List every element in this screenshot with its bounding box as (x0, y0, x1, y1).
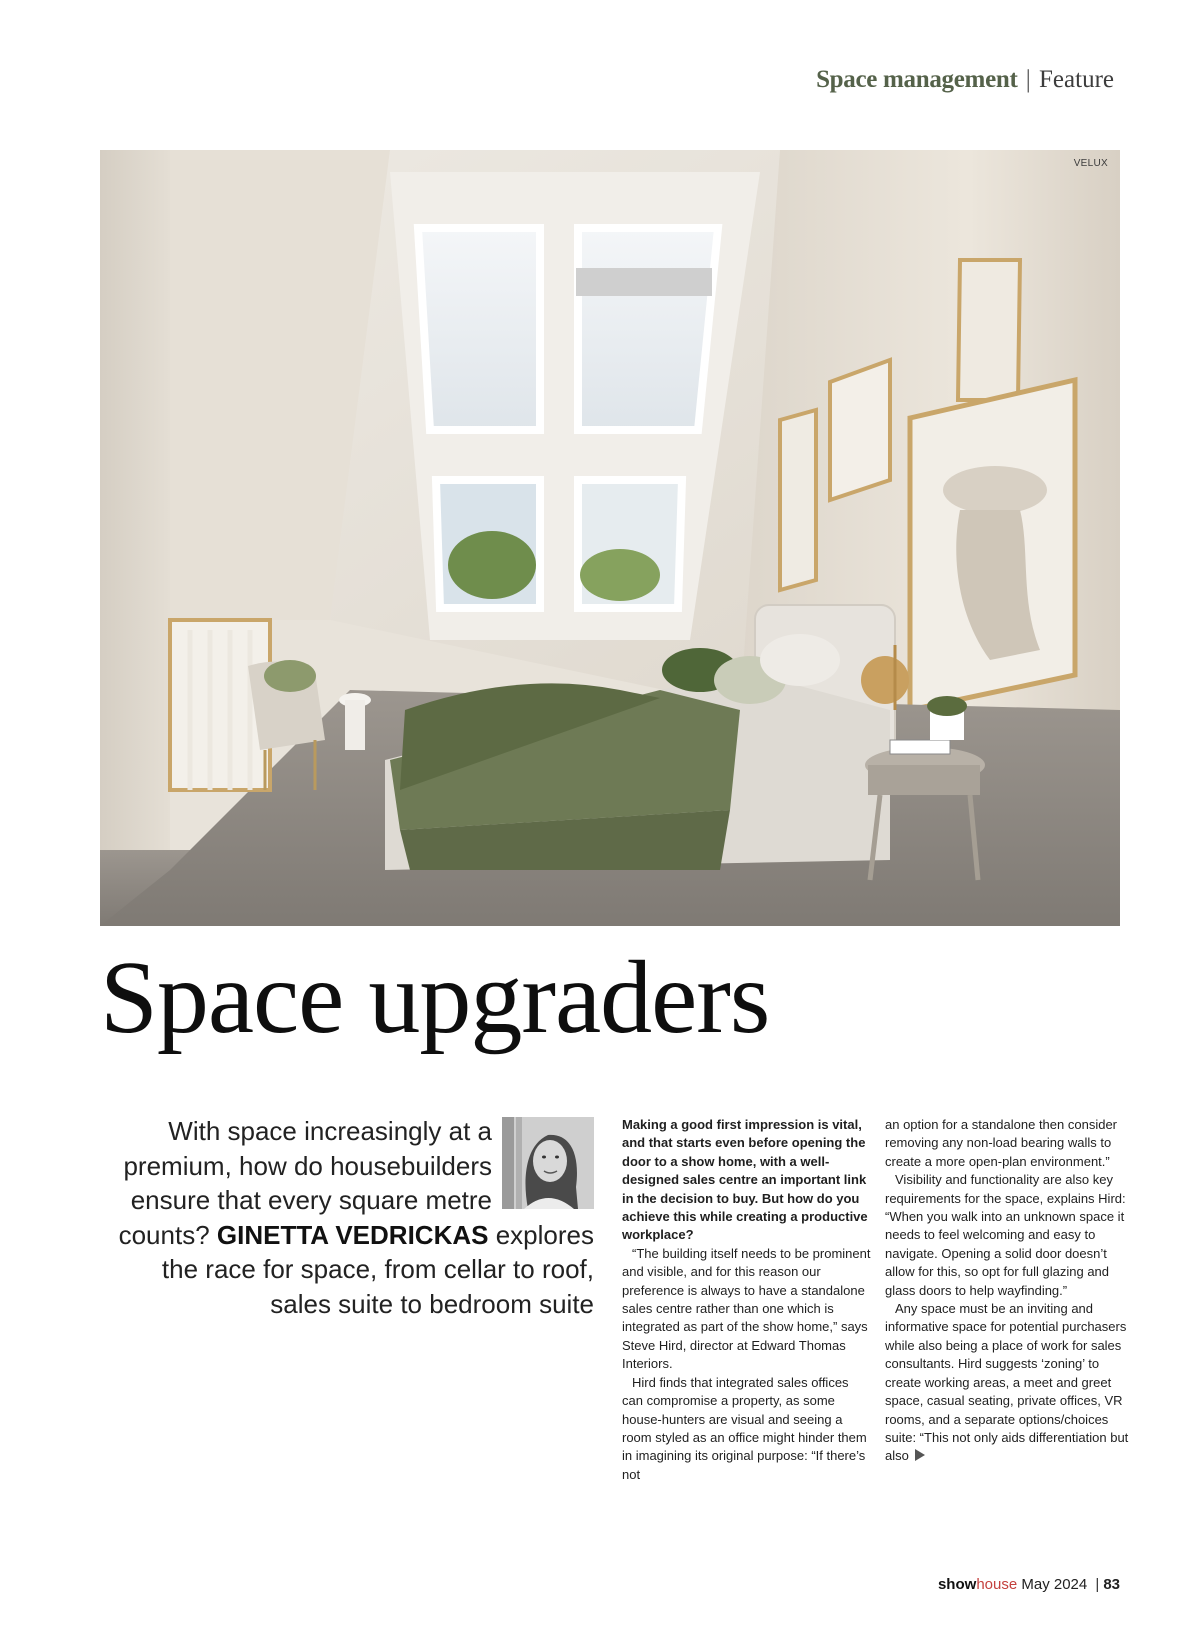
hero-image (100, 150, 1120, 926)
body-column-1 (622, 1116, 872, 1484)
body-paragraph: “The building itself needs to be prominent and visible, and for this reason our preference is always to have a standalone sales centre rather than one which is integrated as part of the show home,” says Steve Hird, director at Edward Thomas Interiors. (622, 1245, 871, 1372)
body-paragraph: an option for a standalone then consider removing any non-load bearing walls to create a more open-plan environment.” (885, 1117, 1118, 1169)
photo-credit: VELUX (1073, 158, 1108, 169)
body-column-2 (885, 1116, 1135, 1466)
article-kind: Feature (1039, 66, 1114, 93)
lede-paragraph: Making a good first impression is vital, and that starts even before opening the door to a show home, with a well-designed sales centre an important link in the decision to buy. But how do you achieve this while creating a productive workplace? (622, 1117, 868, 1243)
footer-separator: | (1095, 1576, 1100, 1593)
standfirst-text-2: explores the race for space, from cellar to roof, sales suite to bedroom suite (161, 1219, 594, 1319)
author-photo (502, 1117, 594, 1209)
running-head (816, 66, 1114, 94)
page-footer (938, 1576, 1120, 1593)
standfirst-text: With space increasingly at a premium, how do housebuilders ensure that every square metre counts? (118, 1116, 492, 1250)
header-separator: | (1025, 66, 1031, 93)
article-headline: Space upgraders (100, 940, 770, 1055)
issue-date: May 2024 (1021, 1576, 1088, 1593)
author-name: GINETTA VEDRICKAS (216, 1219, 489, 1250)
page-number: 83 (1103, 1576, 1120, 1593)
continue-arrow-icon (915, 1449, 925, 1461)
attic-bedroom-illustration (100, 150, 1120, 926)
body-paragraph: Hird finds that integrated sales offices can compromise a property, as some house-hunters are visual and seeing a room styled as an office might hinder them in imagining its original purpose: “If there’s not (622, 1374, 867, 1482)
magazine-brand-show: show (937, 1576, 977, 1593)
body-paragraph: Visibility and functionality are also key requirements for the space, explains Hird: “When you walk into an unknown space it needs to feel welcoming and easy to navigate. Opening a solid door doesn’t allow for this, so opt for full glazing and glass doors to help wayfinding.” (885, 1172, 1126, 1298)
section-name: Space management (816, 66, 1018, 93)
standfirst (118, 1114, 594, 1321)
body-paragraph: Any space must be an inviting and informative space for potential purchasers while also being a place of work for sales consultants. Hird suggests ‘zoning’ to create working areas, a meet and greet space, casual seating, private offices, VR rooms, and a separate options/choices suite: “This not only aids differentiation but also (885, 1301, 1129, 1464)
magazine-brand-house: house (976, 1576, 1018, 1593)
author-portrait-icon (502, 1117, 594, 1209)
